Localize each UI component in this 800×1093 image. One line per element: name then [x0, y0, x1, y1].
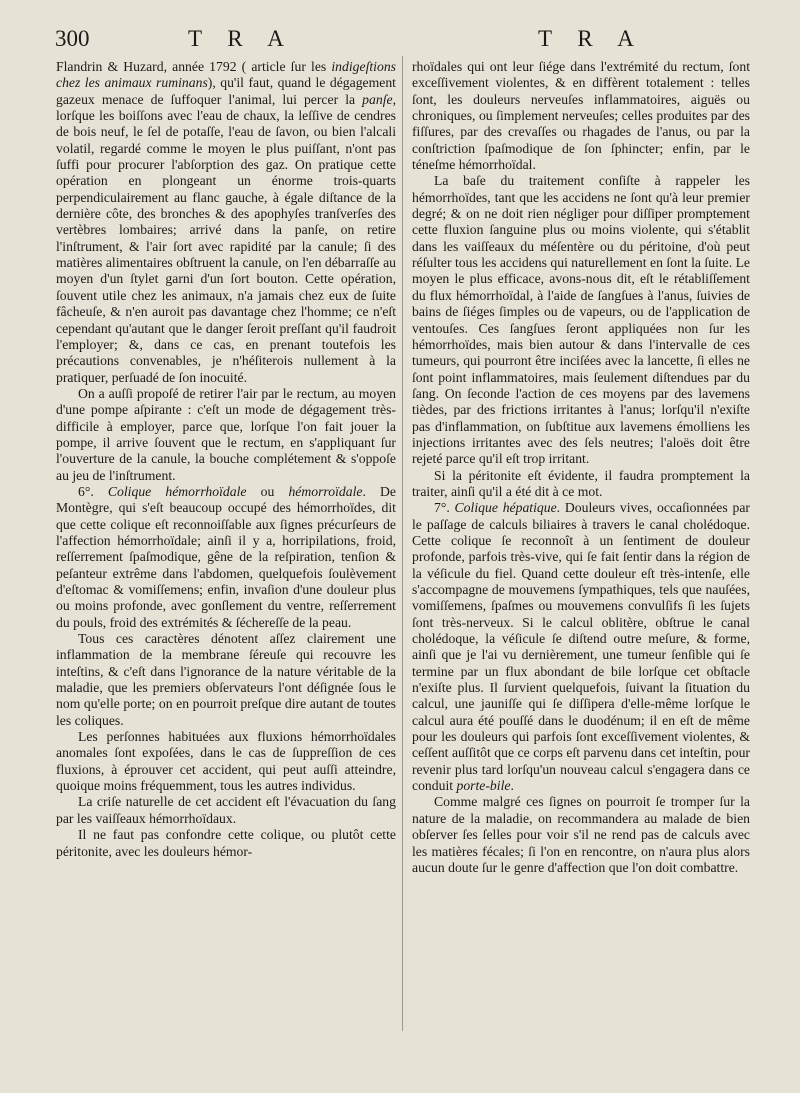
text-run: Comme malgré ces ſignes on pourroit ſe tromper ſur la nature de la maladie, on recommandera au malade de bien obſerver ſes ſelles pour voir s'il ne rend pas de calculs avec les matières fécales; ſi l'on en rencontre, on n'aura plus alors aucun doute ſur le genre d'affection que l'on doit combattre.	[412, 794, 750, 875]
text-run: Si la péritonite eſt évidente, il faudra promptement la traiter, ainſi qu'il a été dit à ce mot.	[412, 467, 750, 499]
paragraph	[56, 794, 396, 827]
text-run: Tous ces caractères dénotent aſſez clairement une inflammation de la membrane ſéreuſe qui recouvre les inteſtins, & c'eſt dans l'ignorance de la nature véritable de la maladie, que les premiers obſervateurs l'ont déſignée ſous le nom qu'elle porte; on en pourroit preſque dire autant de toutes les coliques.	[56, 631, 396, 728]
text-run: 6°.	[78, 483, 108, 499]
paragraph	[412, 59, 750, 173]
running-title-right: T R A	[538, 26, 644, 51]
text-run: Il ne faut pas confondre cette colique, ou plutôt cette péritonite, avec les douleurs hémor-	[56, 827, 396, 859]
italic-text: hémorroïdale	[288, 483, 363, 499]
paragraph	[412, 794, 750, 876]
text-run: ou	[246, 483, 289, 499]
page-header	[0, 26, 800, 56]
italic-text: panſe	[362, 91, 393, 107]
column-divider	[402, 56, 403, 1031]
paragraph	[56, 827, 396, 860]
text-run: Les perſonnes habituées aux fluxions hémorrhoïdales anomales ſont expoſées, dans le cas de ſuppreſſion de ces fluxions, à éprouver cet accident, qui peut auſſi atteindre, quoique moins fréquemment, tous les autres individus.	[56, 729, 396, 794]
text-run: . Douleurs vives, occaſionnées par le paſſage de calculs biliaires à travers le canal cholédoque. Cette colique ſe reconnoît à un ſentiment de douleur profonde, parfois très-vive, qui ſe fait ſentir dans la région de la véſicule du fiel. Quand cette douleur eſt très-intenſe, elle s'accompagne de mouvemens ſympathiques, tels que nauſées, vomiſſemens, ſpaſmes ou mouvemens convulſifs ſi les ſujets ſont très-nerveux. Si le calcul oblitère, obſtrue le canal cholédoque, la véſicule ſe diſtend outre meſure, & forme, ainſi que je l'ai vu dernièrement, une tumeur ſenſible qui ſe termine par un flux abondant de bile lorſque cet obſtacle n'exiſte plus. Il ſurvient quelquefois, ſuivant la ſituation du calcul, une jauniſſe qui ſe diſſipera d'elle-même lorſque le calcul aura été pouſſé dans le duodénum; il en eſt de même pour les douleurs qui parfois ſont exceſſivement violentes, & ceſſent auſſitôt que ce corps eſt parvenu dans cet inteſtin, pour revenir plus tard lorſqu'un nouveau calcul s'engagera dans ce conduit	[412, 500, 750, 794]
italic-text: Colique hépatique	[454, 500, 557, 516]
text-run: rhoïdales qui ont leur ſiége dans l'extrémité du rectum, ſont exceſſivement violentes, & en diffèrent totalement : telles ſont, les douleurs nerveuſes inflammatoires, aiguës ou chroniques, ou ſimplement nerveuſes; celles produites par des fiſſures, par des crevaſſes ou rhagades de l'anus, ou par la conſtriction ſpaſmodique de ſon ſphincter; enfin, par le téneſme hémorrhoïdal.	[412, 59, 750, 173]
paragraph	[412, 173, 750, 467]
italic-text: indigeſtions chez les animaux ruminans	[56, 59, 396, 91]
text-run: La criſe naturelle de cet accident eſt l'évacuation du ſang par les vaiſſeaux hémorrhoïdaux.	[56, 794, 396, 826]
text-run: , lorſque les boiſſons avec l'eau de chaux, la leſſive de cendres de bois neuf, le ſel de potaſſe, l'eau de ſavon, ou bien l'alcali volatil, regardé comme le moyen le plus puiſſant, n'ont pas ſuffi pour procurer l'abſorption des gaz. On pratique cette opération en plongeant un énorme trois-quarts perpendiculairement au flanc gauche, à égale diſtance de la dernière côte, des bronches & des apophyſes tranſverſes des vertèbres lombaires; arrivé dans la panſe, on retire l'inſtrument, & l'air ſort avec rapidité par la canule; ſi des matières alimentaires obſtruent la canule, on l'en débarraſſe au moyen d'un ſtylet garni d'un ſort bouton. Cette opération, ſouvent utile chez les animaux, n'a jamais chez eux de ſuite fâcheuſe, & n'en auroit pas davantage chez l'homme; ce n'eſt cependant qu'autant que le danger ſeroit preſſant qu'il faudroit l'employer; &, dans ce cas, en prenant toutefois les précautions convenables, je n'héſiterois nullement à la pratiquer, perſuadé de ſon inocuité.	[56, 91, 396, 385]
italic-text: Colique hémorrhoïdale	[107, 483, 247, 499]
paragraph	[56, 386, 396, 484]
paragraph	[56, 484, 396, 631]
paragraph	[56, 59, 396, 386]
right-column	[412, 59, 750, 876]
text-run: La baſe du traitement conſiſte à rappeler les hémorrhoïdes, tant que les accidens ne ſont qu'à leur premier degré; & on ne doit rien négliger pour diſſiper promptement cette fluxion ſanguine plus ou moins violente, qui s'établit dans les vaiſſeaux du méſentère ou du péritoine, d'où peut réſulter tous les accidens qui naturellement en ſont la ſuite. Le moyen le plus efficace, avons-nous dit, eſt le rétabliſſement du flux hémorrhoïdal, à l'aide de ſangſues à l'anus, ſuivies de bains de ſiéges ſimples ou de vapeurs, ou de l'application de ventouſes. Ces ſangſues ſeront appliquées non ſur les hémorrhoïdes, mais bien autour & dans l'intervalle de ces tumeurs, qui pourront être inciſées avec la lancette, ſi elles ne ſont point inflammatoires, mais ſeulement diſtendues par du ſang. On ſeconde l'action de ces moyens par des lavemens tièdes, par des frictions irritantes à l'anus; lorſqu'il n'exiſte pas d'inflammation, on ſubſtitue aux lavemens émolliens les injections irritantes avec des ſels neutres; l'aloës doit être rejeté parce qu'il eſt trop irritant.	[412, 173, 750, 467]
text-run: Flandrin & Huzard, année 1792 ( article ſur les	[56, 59, 332, 74]
text-run: 7°.	[434, 500, 455, 516]
running-title-left: T R A	[188, 26, 294, 51]
text-run: .	[510, 778, 514, 794]
text-run: On a auſſi propoſé de retirer l'air par le rectum, au moyen d'une pompe aſpirante : c'eſt un mode de dégagement très-difficile à employer, parce que, lorſque l'on fait jouer la pompe, il arrive ſouvent que le rectum, en s'appliquant ſur l'ouverture de la canule, la bouche complétement & s'oppoſe au jeu de l'inſtrument.	[56, 385, 396, 483]
left-column	[56, 59, 396, 860]
italic-text: porte-bile	[456, 778, 511, 794]
paragraph	[412, 500, 750, 794]
paragraph	[412, 468, 750, 501]
page-number: 300	[55, 26, 90, 51]
text-run: . De Montègre, qui s'eſt beaucoup occupé des hémorrhoïdes, dit que cette colique eſt reconnoiſſable aux ſignes précurſeurs de l'affection hémorrhoïdale; ainſi il y a, horripilations, froid, reſſerrement ſpaſmodique, gêne de la reſpiration, tenſion & peſanteur extrême dans l'abdomen, quelquefois ſoulèvement d'eſtomac & vomiſſemens; enfin, invaſion d'une douleur plus ou moins profonde, avec gonſlement du ventre, reſſerrement du pouls, froid des extrémités & ſéchereſſe de la peau.	[56, 483, 396, 630]
paragraph	[56, 729, 396, 794]
paragraph	[56, 631, 396, 729]
text-run: ), qu'il faut, quand le dégagement gazeux menace de ſuffoquer l'animal, lui percer la	[56, 75, 396, 107]
